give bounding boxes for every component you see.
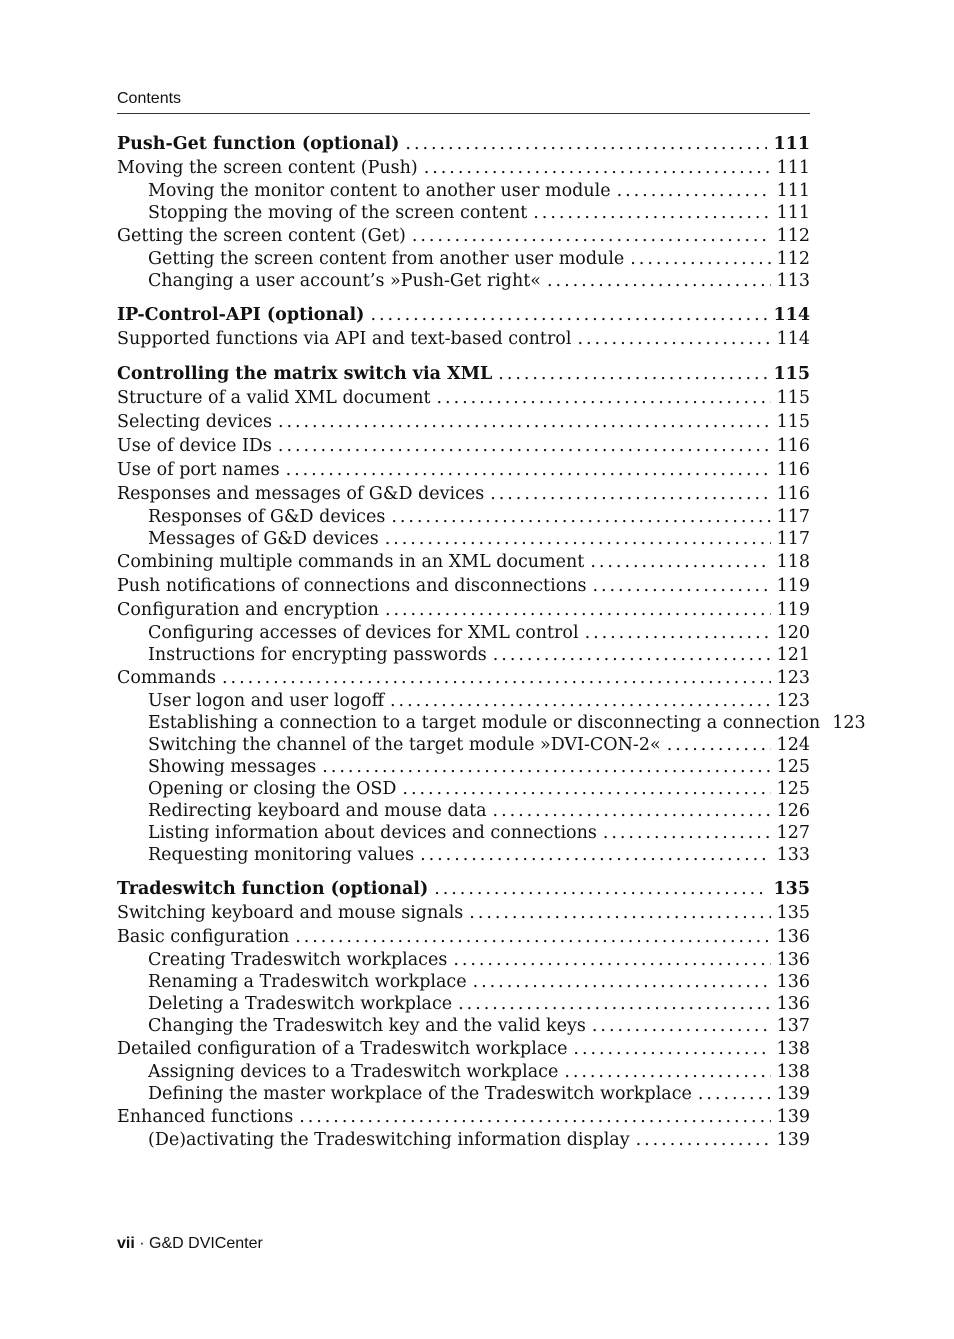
toc-entry-page: 113 <box>776 271 810 291</box>
toc-entry-title: Changing the Tradeswitch key and the valid keys <box>148 1016 586 1036</box>
dot-leader <box>385 598 771 622</box>
toc-entry-page: 137 <box>776 1016 810 1036</box>
toc-entry-page: 119 <box>776 600 810 620</box>
dot-leader <box>402 778 770 800</box>
toc-entry-page: 135 <box>773 879 810 899</box>
toc-entry-page: 111 <box>776 181 810 201</box>
toc-entry-title: Moving the screen content (Push) <box>117 158 418 178</box>
toc-entry[interactable] <box>117 712 866 734</box>
toc-entry-title: Listing information about devices and connections <box>148 823 597 843</box>
toc-entry-title: Establishing a connection to a target module or disconnecting a connection <box>148 713 821 733</box>
toc-entry[interactable] <box>117 410 810 434</box>
dot-leader <box>473 971 771 993</box>
toc-entry-title: Configuring accesses of devices for XML control <box>148 623 579 643</box>
toc-entry-page: 112 <box>776 249 810 269</box>
dot-leader <box>493 644 771 666</box>
toc-entry-title: Renaming a Tradeswitch workplace <box>148 972 467 992</box>
toc-entry-page: 111 <box>776 203 810 223</box>
toc-entry[interactable] <box>117 1015 810 1037</box>
toc-entry[interactable] <box>117 666 810 690</box>
toc-chapter-entry[interactable] <box>117 877 810 901</box>
toc-entry-page: 117 <box>776 529 810 549</box>
dot-leader <box>424 156 771 180</box>
toc-entry-title: Stopping the moving of the screen content <box>148 203 528 223</box>
toc-entry[interactable] <box>117 386 810 410</box>
toc-entry-title: Switching keyboard and mouse signals <box>117 903 464 923</box>
toc-entry[interactable] <box>117 598 810 622</box>
toc-entry-page: 120 <box>776 623 810 643</box>
toc-entry-page: 115 <box>776 388 810 408</box>
toc-entry[interactable] <box>117 901 810 925</box>
toc-entry-title: Getting the screen content from another user module <box>148 249 625 269</box>
toc-entry-title: Messages of G&D devices <box>148 529 379 549</box>
toc-entry-title: Use of port names <box>117 460 280 480</box>
toc-entry-title: Responses and messages of G&D devices <box>117 484 485 504</box>
toc-entry[interactable] <box>117 434 810 458</box>
toc-entry[interactable] <box>117 644 810 666</box>
toc-entry[interactable] <box>117 622 810 644</box>
toc-entry[interactable] <box>117 925 810 949</box>
toc-entry[interactable] <box>117 1037 810 1061</box>
dot-leader <box>590 550 770 574</box>
toc-entry[interactable] <box>117 202 810 224</box>
toc-entry-page: 124 <box>776 735 810 755</box>
toc-chapter-entry[interactable] <box>117 362 810 386</box>
dot-leader <box>434 877 767 901</box>
dot-leader <box>453 949 770 971</box>
dot-leader <box>698 1083 771 1105</box>
dot-leader <box>547 270 771 292</box>
toc-entry-title: Instructions for encrypting passwords <box>148 645 487 665</box>
toc-entry-title: Controlling the matrix switch via XML <box>117 364 493 384</box>
toc-entry-title: Getting the screen content (Get) <box>117 226 406 246</box>
toc-entry-title: Enhanced functions <box>117 1107 294 1127</box>
dot-leader <box>405 132 767 156</box>
toc-entry[interactable] <box>117 1105 810 1129</box>
toc-entry-page: 123 <box>776 668 810 688</box>
toc-entry[interactable] <box>117 482 810 506</box>
toc-entry[interactable] <box>117 1129 810 1151</box>
publication-title: G&D DVICenter <box>149 1235 263 1252</box>
dot-leader <box>630 248 770 270</box>
toc-entry-page: 117 <box>776 507 810 527</box>
toc-entry-page: 125 <box>776 779 810 799</box>
dot-leader <box>322 756 770 778</box>
toc-entry-page: 123 <box>776 691 810 711</box>
toc-entry-title: Selecting devices <box>117 412 272 432</box>
toc-entry-title: Push notifications of connections and disconnections <box>117 576 587 596</box>
toc-entry-page: 115 <box>776 412 810 432</box>
toc-entry[interactable] <box>117 949 810 971</box>
dot-leader <box>493 800 771 822</box>
toc-entry-page: 115 <box>773 364 810 384</box>
toc-entry[interactable] <box>117 844 810 866</box>
dot-leader <box>490 482 770 506</box>
toc-entry-title: Basic configuration <box>117 927 290 947</box>
toc-entry-page: 123 <box>832 713 866 733</box>
dot-leader <box>573 1037 770 1061</box>
toc-entry-page: 136 <box>776 927 810 947</box>
toc-entry[interactable] <box>117 1083 810 1105</box>
toc-entry[interactable] <box>117 224 810 248</box>
toc-entry[interactable] <box>117 756 810 778</box>
toc-entry-page: 139 <box>776 1107 810 1127</box>
toc-entry-title: Supported functions via API and text-based control <box>117 329 572 349</box>
toc-entry-page: 111 <box>776 158 810 178</box>
dot-leader <box>592 1015 771 1037</box>
toc-entry[interactable] <box>117 822 810 844</box>
toc-entry[interactable] <box>117 180 810 202</box>
dot-leader <box>299 1105 770 1129</box>
toc-entry[interactable] <box>117 327 810 351</box>
toc-entry-page: 111 <box>773 134 810 154</box>
dot-leader <box>278 410 771 434</box>
toc-entry-title: (De)activating the Tradeswitching information display <box>148 1130 630 1150</box>
toc-entry-title: Combining multiple commands in an XML document <box>117 552 585 572</box>
dot-leader <box>617 180 771 202</box>
dot-leader <box>390 690 771 712</box>
toc-entry[interactable] <box>117 248 810 270</box>
page-footer <box>117 1234 263 1254</box>
footer-separator: · <box>134 1235 150 1252</box>
toc-entry[interactable] <box>117 156 810 180</box>
toc-entry-title: Requesting monitoring values <box>148 845 415 865</box>
toc-entry-page: 121 <box>776 645 810 665</box>
toc-entry-title: Creating Tradeswitch workplaces <box>148 950 448 970</box>
dot-leader <box>498 362 767 386</box>
toc-entry-title: Changing a user account’s »Push-Get right« <box>148 271 542 291</box>
dot-leader <box>295 925 770 949</box>
toc-entry-page: 126 <box>776 801 810 821</box>
toc-entry-page: 116 <box>776 460 810 480</box>
toc-entry[interactable] <box>117 971 810 993</box>
toc-entry-title: Moving the monitor content to another user module <box>148 181 611 201</box>
toc-entry-page: 135 <box>776 903 810 923</box>
dot-leader <box>370 303 767 327</box>
toc-entry[interactable] <box>117 506 810 528</box>
dot-leader <box>278 434 771 458</box>
toc-entry[interactable] <box>117 458 810 482</box>
dot-leader <box>458 993 770 1015</box>
toc-entry-title: Assigning devices to a Tradeswitch workplace <box>148 1062 559 1082</box>
toc-entry-title: IP-Control-API (optional) <box>117 305 365 325</box>
dot-leader <box>533 202 770 224</box>
header-divider <box>117 113 810 114</box>
toc-entry-page: 136 <box>776 994 810 1014</box>
toc-entry-page: 138 <box>776 1039 810 1059</box>
dot-leader <box>577 327 770 351</box>
toc-entry[interactable] <box>117 800 810 822</box>
dot-leader <box>564 1061 770 1083</box>
dot-leader <box>636 1129 771 1151</box>
toc-entry-page: 116 <box>776 484 810 504</box>
toc-entry-title: Opening or closing the OSD <box>148 779 397 799</box>
toc-entry-page: 114 <box>776 329 810 349</box>
toc-entry-page: 114 <box>773 305 810 325</box>
toc-entry-page: 138 <box>776 1062 810 1082</box>
toc-entry[interactable] <box>117 734 810 756</box>
toc-entry-page: 116 <box>776 436 810 456</box>
toc-entry[interactable] <box>117 690 810 712</box>
dot-leader <box>385 528 771 550</box>
toc-entry-page: 125 <box>776 757 810 777</box>
running-header: Contents <box>117 90 182 107</box>
toc-entry[interactable] <box>117 270 810 292</box>
toc-entry-title: Redirecting keyboard and mouse data <box>148 801 487 821</box>
toc-entry-page: 136 <box>776 950 810 970</box>
toc-entry[interactable] <box>117 1061 810 1083</box>
page-number: vii <box>117 1235 135 1252</box>
toc-entry-title: Showing messages <box>148 757 317 777</box>
dot-leader <box>420 844 770 866</box>
toc-entry-page: 136 <box>776 972 810 992</box>
dot-leader <box>222 666 771 690</box>
dot-leader <box>391 506 770 528</box>
dot-leader <box>286 458 771 482</box>
toc-entry-title: Defining the master workplace of the Tradeswitch workplace <box>148 1084 692 1104</box>
dot-leader <box>469 901 770 925</box>
toc-entry-title: Commands <box>117 668 217 688</box>
toc-entry-title: Switching the channel of the target module »DVI-CON-2« <box>148 735 661 755</box>
toc-entry-title: Structure of a valid XML document <box>117 388 431 408</box>
toc-entry[interactable] <box>117 574 810 598</box>
toc-entry-title: Configuration and encryption <box>117 600 379 620</box>
toc-entry-page: 139 <box>776 1130 810 1150</box>
toc-entry-title: Deleting a Tradeswitch workplace <box>148 994 453 1014</box>
toc-entry-page: 118 <box>776 552 810 572</box>
toc-entry[interactable] <box>117 993 810 1015</box>
dot-leader <box>667 734 771 756</box>
toc-entry[interactable] <box>117 550 810 574</box>
toc-entry-page: 139 <box>776 1084 810 1104</box>
dot-leader <box>412 224 771 248</box>
dot-leader <box>592 574 770 598</box>
toc-entry-title: User logon and user logoff <box>148 691 385 711</box>
toc-entry-title: Use of device IDs <box>117 436 272 456</box>
toc-entry-page: 112 <box>776 226 810 246</box>
toc-entry-page: 133 <box>776 845 810 865</box>
toc-entry-title: Responses of G&D devices <box>148 507 386 527</box>
toc-entry-page: 127 <box>776 823 810 843</box>
toc-chapter-entry[interactable] <box>117 303 810 327</box>
toc-entry-page: 119 <box>776 576 810 596</box>
dot-leader <box>437 386 771 410</box>
toc-entry-title: Tradeswitch function (optional) <box>117 879 429 899</box>
toc-entry-title: Detailed configuration of a Tradeswitch workplace <box>117 1039 568 1059</box>
toc-entry[interactable] <box>117 528 810 550</box>
toc-chapter-entry[interactable] <box>117 132 810 156</box>
toc-entry[interactable] <box>117 778 810 800</box>
dot-leader <box>603 822 771 844</box>
toc-entry-title: Push-Get function (optional) <box>117 134 400 154</box>
table-of-contents <box>117 132 866 1151</box>
dot-leader <box>585 622 771 644</box>
